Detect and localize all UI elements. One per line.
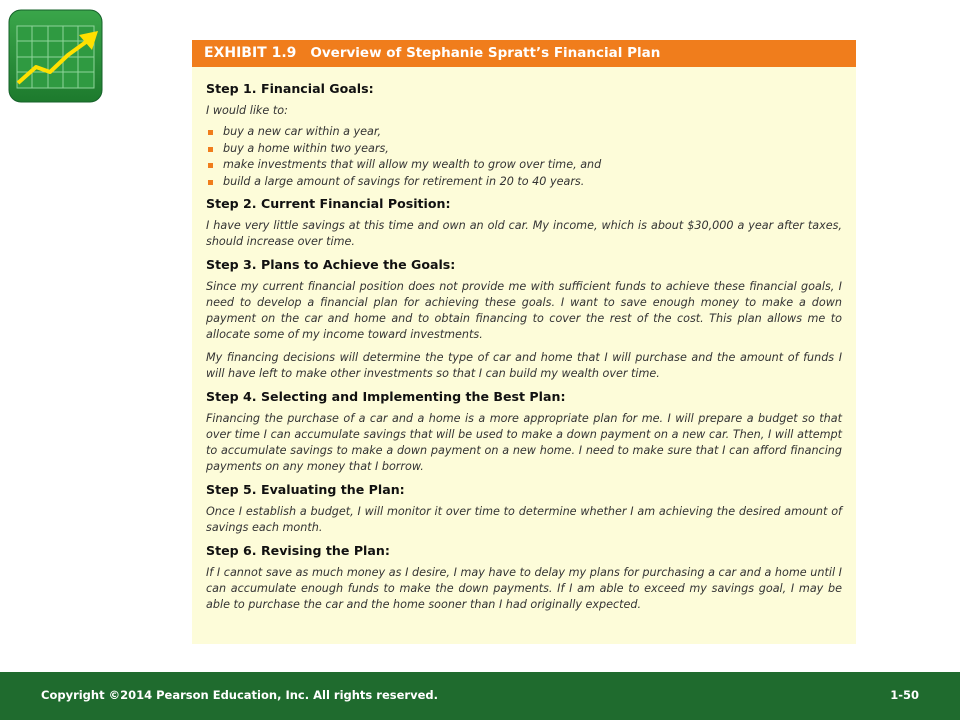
step-4 bbox=[206, 389, 842, 475]
step-paragraph: Once I establish a budget, I will monitor it over time to determine whether I am achieving the desired amount of savings each month. bbox=[206, 505, 842, 534]
list-item-text: buy a home within two years, bbox=[223, 141, 389, 155]
step-5 bbox=[206, 482, 842, 536]
bullet-square-icon bbox=[208, 163, 213, 168]
step-title: Step 3. Plans to Achieve the Goals: bbox=[206, 257, 456, 272]
step-title: Step 1. Financial Goals: bbox=[206, 81, 374, 96]
goal-list bbox=[206, 124, 842, 190]
list-item bbox=[206, 141, 842, 158]
step-paragraph: My financing decisions will determine the type of car and home that I will purchase and the amount of funds I will have left to make other investments so that I can build my wealth over time. bbox=[206, 351, 842, 380]
step-2 bbox=[206, 196, 842, 250]
step-paragraph: Since my current financial position does not provide me with sufficient funds to achieve these financial goals, I need to develop a financial plan for achieving these goals. I want to save enough money to make a down payment on the car and home and to obtain financing to cover the rest of the cost. This plan allows me to allocate some of my income toward investments. bbox=[206, 280, 842, 341]
bullet-square-icon bbox=[208, 180, 213, 185]
step-title: Step 4. Selecting and Implementing the Best Plan: bbox=[206, 389, 566, 404]
bullet-square-icon bbox=[208, 147, 213, 152]
growth-chart-logo-icon bbox=[8, 9, 103, 103]
footer-bar bbox=[0, 672, 960, 720]
step-title: Step 5. Evaluating the Plan: bbox=[206, 482, 405, 497]
exhibit-header bbox=[192, 40, 856, 67]
list-item-text: make investments that will allow my wealth to grow over time, and bbox=[223, 158, 602, 171]
step-paragraph: I have very little savings at this time and own an old car. My income, which is about $30,000 a year after taxes, should increase over time. bbox=[206, 219, 842, 248]
list-item bbox=[206, 174, 842, 191]
page-number: 1-50 bbox=[890, 688, 919, 702]
exhibit-body bbox=[192, 67, 856, 613]
list-item-text: buy a new car within a year, bbox=[223, 125, 382, 138]
step-paragraph: Financing the purchase of a car and a home is a more appropriate plan for me. I will prepare a budget so that over time I can accumulate savings that will be used to make a down payment on a new car. Then, I will attempt to accumulate savings to make a down payment on a new home. I need to make sure that I can afford financing payments on any money that I borrow. bbox=[206, 412, 842, 473]
list-item bbox=[206, 124, 842, 141]
list-item-text: build a large amount of savings for retirement in 20 to 40 years. bbox=[223, 174, 585, 188]
exhibit-number: EXHIBIT 1.9 bbox=[204, 45, 297, 61]
step-3 bbox=[206, 257, 842, 382]
list-item bbox=[206, 157, 842, 174]
copyright-text: Copyright ©2014 Pearson Education, Inc. All rights reserved. bbox=[41, 688, 438, 702]
step-title: Step 2. Current Financial Position: bbox=[206, 196, 451, 211]
bullet-square-icon bbox=[208, 130, 213, 135]
exhibit-panel bbox=[192, 40, 856, 644]
step-intro: I would like to: bbox=[206, 104, 288, 117]
step-title: Step 6. Revising the Plan: bbox=[206, 543, 390, 558]
step-6 bbox=[206, 543, 842, 613]
exhibit-title: Overview of Stephanie Spratt’s Financial Plan bbox=[310, 45, 661, 61]
step-1 bbox=[206, 81, 842, 190]
step-paragraph: If I cannot save as much money as I desire, I may have to delay my plans for purchasing a car and a home until I can accumulate enough funds to make the down payments. If I am able to exceed my savings goal, I may be able to purchase the car and the home sooner than I had originally expected. bbox=[206, 566, 842, 611]
